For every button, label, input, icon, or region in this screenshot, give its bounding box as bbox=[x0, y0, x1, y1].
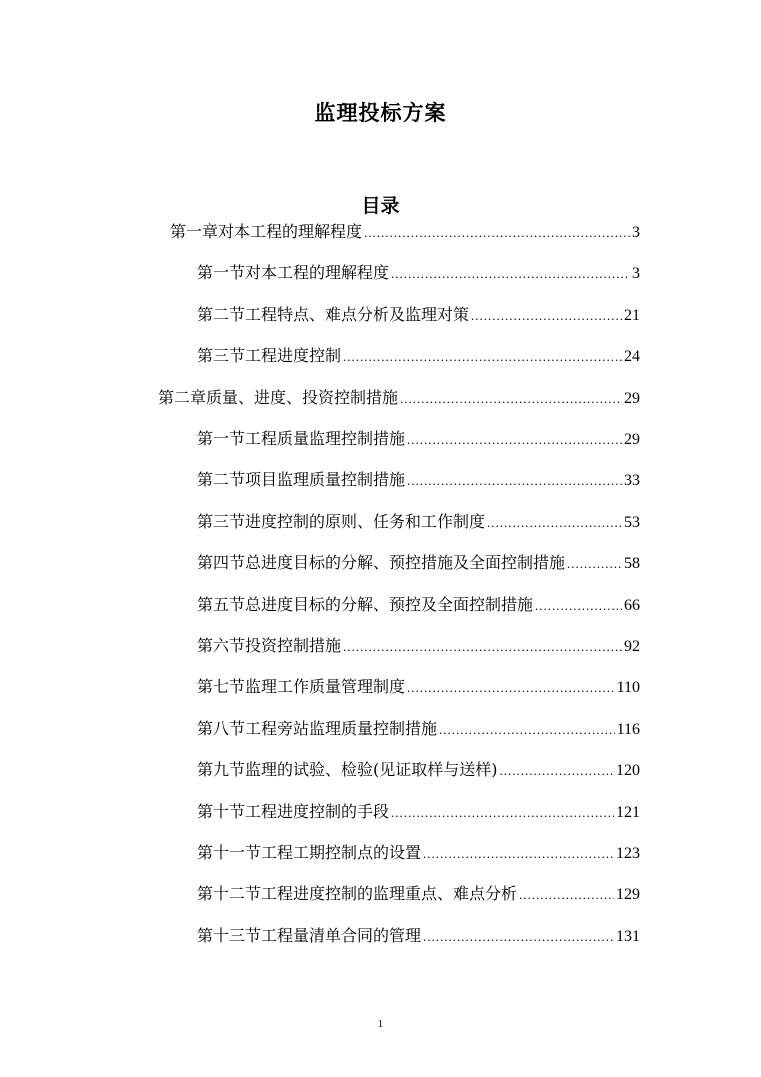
dot-leader bbox=[487, 512, 622, 534]
toc-entry-label: 第五节总进度目标的分解、预控及全面控制措施 bbox=[197, 594, 534, 614]
toc-entry-page: 121 bbox=[616, 803, 640, 821]
dot-leader bbox=[423, 843, 614, 865]
dot-leader bbox=[364, 222, 630, 244]
dot-leader bbox=[391, 263, 630, 285]
toc-entry-label: 第十三节工程量清单合同的管理 bbox=[197, 925, 422, 945]
toc-entry-page: 29 bbox=[624, 389, 640, 407]
toc-entry-label: 第三节进度控制的原则、任务和工作制度 bbox=[197, 511, 486, 531]
dot-leader bbox=[343, 346, 622, 368]
toc-section-entry[interactable] bbox=[197, 469, 640, 491]
toc-entry-page: 131 bbox=[616, 927, 640, 945]
toc-section-entry[interactable] bbox=[197, 883, 640, 905]
toc-section-entry[interactable] bbox=[197, 801, 640, 823]
page-number: 1 bbox=[377, 1018, 384, 1030]
toc-entry-page: 120 bbox=[616, 762, 640, 780]
toc-entry-page: 92 bbox=[624, 638, 640, 655]
dot-leader bbox=[407, 470, 622, 492]
toc-section-entry[interactable] bbox=[197, 552, 640, 574]
toc-entry-page: 3 bbox=[632, 224, 640, 241]
toc-entry-label: 第十节工程进度控制的手段 bbox=[197, 801, 390, 821]
toc-entry-label: 第一节工程质量监理控制措施 bbox=[197, 429, 406, 448]
document-title: 监理投标方案 bbox=[314, 101, 447, 125]
toc-entry-page: 3 bbox=[632, 265, 640, 283]
toc-entry-page: 110 bbox=[616, 679, 640, 697]
dot-leader bbox=[343, 636, 622, 658]
toc-section-entry[interactable] bbox=[197, 345, 640, 367]
toc-section-entry[interactable] bbox=[197, 676, 640, 698]
toc-entry-label: 第八节工程旁站监理质量控制措施 bbox=[197, 718, 438, 738]
toc-entry-label: 第二章质量、进度、投资控制措施 bbox=[158, 387, 399, 407]
toc-section-entry[interactable] bbox=[197, 262, 640, 284]
dot-leader bbox=[407, 429, 622, 451]
toc-entry-page: 123 bbox=[616, 845, 640, 862]
toc-entry-label: 第六节投资控制措施 bbox=[197, 636, 342, 655]
toc-entry-page: 129 bbox=[616, 886, 640, 904]
dot-leader bbox=[500, 760, 615, 782]
toc-entry-page: 21 bbox=[624, 306, 640, 324]
toc-entry-label: 第二节项目监理质量控制措施 bbox=[197, 470, 406, 490]
toc-entry-page: 58 bbox=[624, 555, 640, 573]
toc-entry-page: 24 bbox=[624, 348, 640, 366]
toc-heading: 目录 bbox=[361, 195, 400, 217]
toc-entry-label: 第三节工程进度控制 bbox=[197, 346, 342, 366]
toc-entry-label: 第十二节工程进度控制的监理重点、难点分析 bbox=[197, 884, 518, 904]
toc-entry-page: 29 bbox=[624, 431, 640, 448]
toc-entry-label: 第七节监理工作质量管理制度 bbox=[197, 677, 406, 697]
toc-section-entry[interactable] bbox=[197, 511, 640, 533]
dot-leader bbox=[535, 595, 622, 617]
toc-entry-label: 第二节工程特点、难点分析及监理对策 bbox=[197, 304, 470, 324]
toc-section-entry[interactable] bbox=[197, 428, 640, 450]
dot-leader bbox=[567, 553, 622, 575]
dot-leader bbox=[439, 719, 615, 741]
toc-section-entry[interactable] bbox=[197, 759, 640, 781]
toc-section-entry[interactable] bbox=[197, 594, 640, 616]
dot-leader bbox=[519, 884, 614, 906]
toc-chapter-entry[interactable] bbox=[170, 221, 640, 243]
toc-section-entry[interactable] bbox=[197, 635, 640, 657]
dot-leader bbox=[407, 677, 615, 699]
toc-section-entry[interactable] bbox=[197, 842, 640, 864]
dot-leader bbox=[400, 388, 622, 410]
dot-leader bbox=[391, 802, 614, 824]
toc-entry-label: 第四节总进度目标的分解、预控措施及全面控制措施 bbox=[197, 553, 566, 573]
toc-section-entry[interactable] bbox=[197, 718, 640, 740]
toc-section-entry[interactable] bbox=[197, 304, 640, 326]
toc-entry-label: 第一节对本工程的理解程度 bbox=[197, 263, 390, 283]
dot-leader bbox=[423, 926, 614, 948]
toc-entry-label: 第九节监理的试验、检验(见证取样与送样) bbox=[197, 760, 498, 780]
toc-chapter-entry[interactable] bbox=[158, 387, 640, 409]
toc-entry-page: 53 bbox=[624, 513, 640, 531]
toc-entry-label: 第十一节工程工期控制点的设置 bbox=[197, 843, 422, 862]
dot-leader bbox=[471, 305, 622, 327]
toc-section-entry[interactable] bbox=[197, 925, 640, 947]
toc-entry-label: 第一章对本工程的理解程度 bbox=[170, 222, 363, 241]
toc-entry-page: 66 bbox=[624, 596, 640, 614]
toc-entry-page: 116 bbox=[616, 720, 640, 738]
toc-entry-page: 33 bbox=[624, 472, 640, 490]
